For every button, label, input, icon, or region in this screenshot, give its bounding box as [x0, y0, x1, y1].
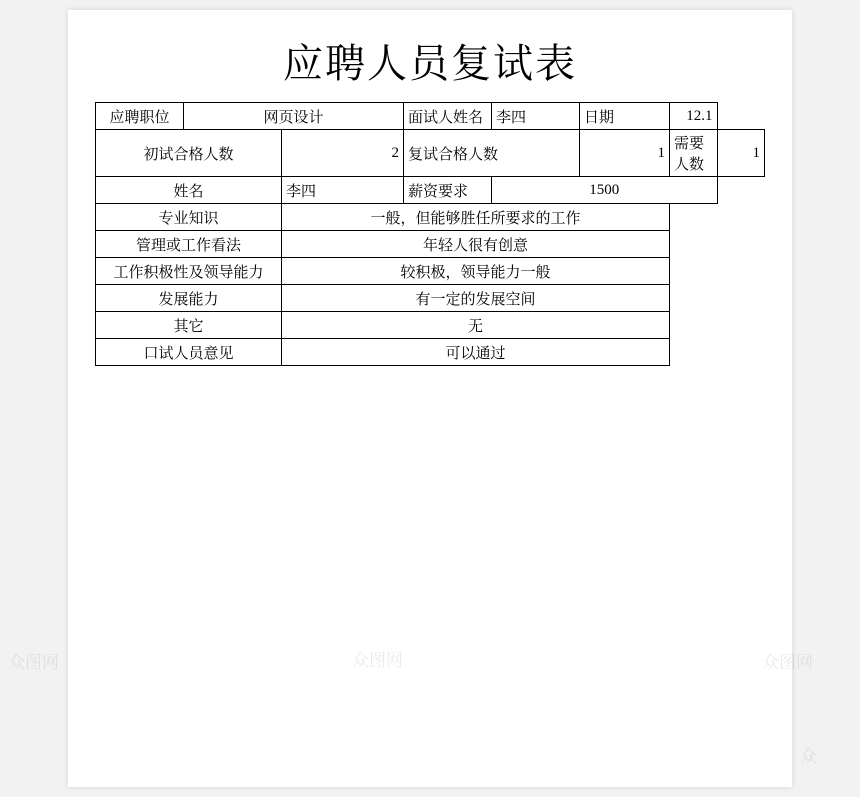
document-page	[68, 10, 792, 787]
watermark: 众图网	[8, 653, 59, 672]
eval-label-professional-knowledge: 专业知识	[96, 204, 282, 231]
eval-label-initiative-leadership: 工作积极性及领导能力	[96, 258, 282, 285]
watermark: 众	[800, 747, 817, 766]
page-title: 应聘人员复试表	[283, 41, 577, 87]
cell-salary-label: 薪资要求	[404, 177, 492, 204]
eval-value-management-view: 年轻人很有创意	[282, 231, 670, 258]
cell-name-value: 李四	[282, 177, 404, 204]
recruitment-table	[95, 102, 765, 366]
cell-second-round-pass-value: 1	[580, 130, 670, 177]
table-row	[96, 177, 765, 204]
cell-salary-value: 1500	[492, 177, 717, 204]
cell-interviewer-label: 面试人姓名	[404, 103, 492, 130]
eval-value-interviewer-opinion: 可以通过	[282, 339, 670, 366]
table-row	[96, 258, 765, 285]
table-row	[96, 312, 765, 339]
eval-value-other: 无	[282, 312, 670, 339]
table-row	[96, 339, 765, 366]
cell-date-value: 12.1	[670, 103, 717, 130]
eval-label-interviewer-opinion: 口试人员意见	[96, 339, 282, 366]
cell-needed-value: 1	[717, 130, 765, 177]
table-row	[96, 130, 765, 177]
cell-interviewer-value: 李四	[492, 103, 580, 130]
cell-needed-label: 需要人数	[670, 130, 717, 177]
eval-value-development-ability: 有一定的发展空间	[282, 285, 670, 312]
table-row	[96, 285, 765, 312]
eval-label-other: 其它	[96, 312, 282, 339]
eval-value-initiative-leadership: 较积极，领导能力一般	[282, 258, 670, 285]
eval-label-management-view: 管理或工作看法	[96, 231, 282, 258]
cell-second-round-pass-label: 复试合格人数	[404, 130, 580, 177]
eval-label-development-ability: 发展能力	[96, 285, 282, 312]
table-row	[96, 231, 765, 258]
table-row	[96, 204, 765, 231]
cell-name-label: 姓名	[96, 177, 282, 204]
cell-first-round-pass-label: 初试合格人数	[96, 130, 282, 177]
cell-first-round-pass-value: 2	[282, 130, 404, 177]
eval-value-professional-knowledge: 一般，但能够胜任所要求的工作	[282, 204, 670, 231]
table-row	[96, 103, 765, 130]
cell-date-label: 日期	[580, 103, 670, 130]
cell-position-value: 网页设计	[184, 103, 404, 130]
cell-position-label: 应聘职位	[96, 103, 184, 130]
